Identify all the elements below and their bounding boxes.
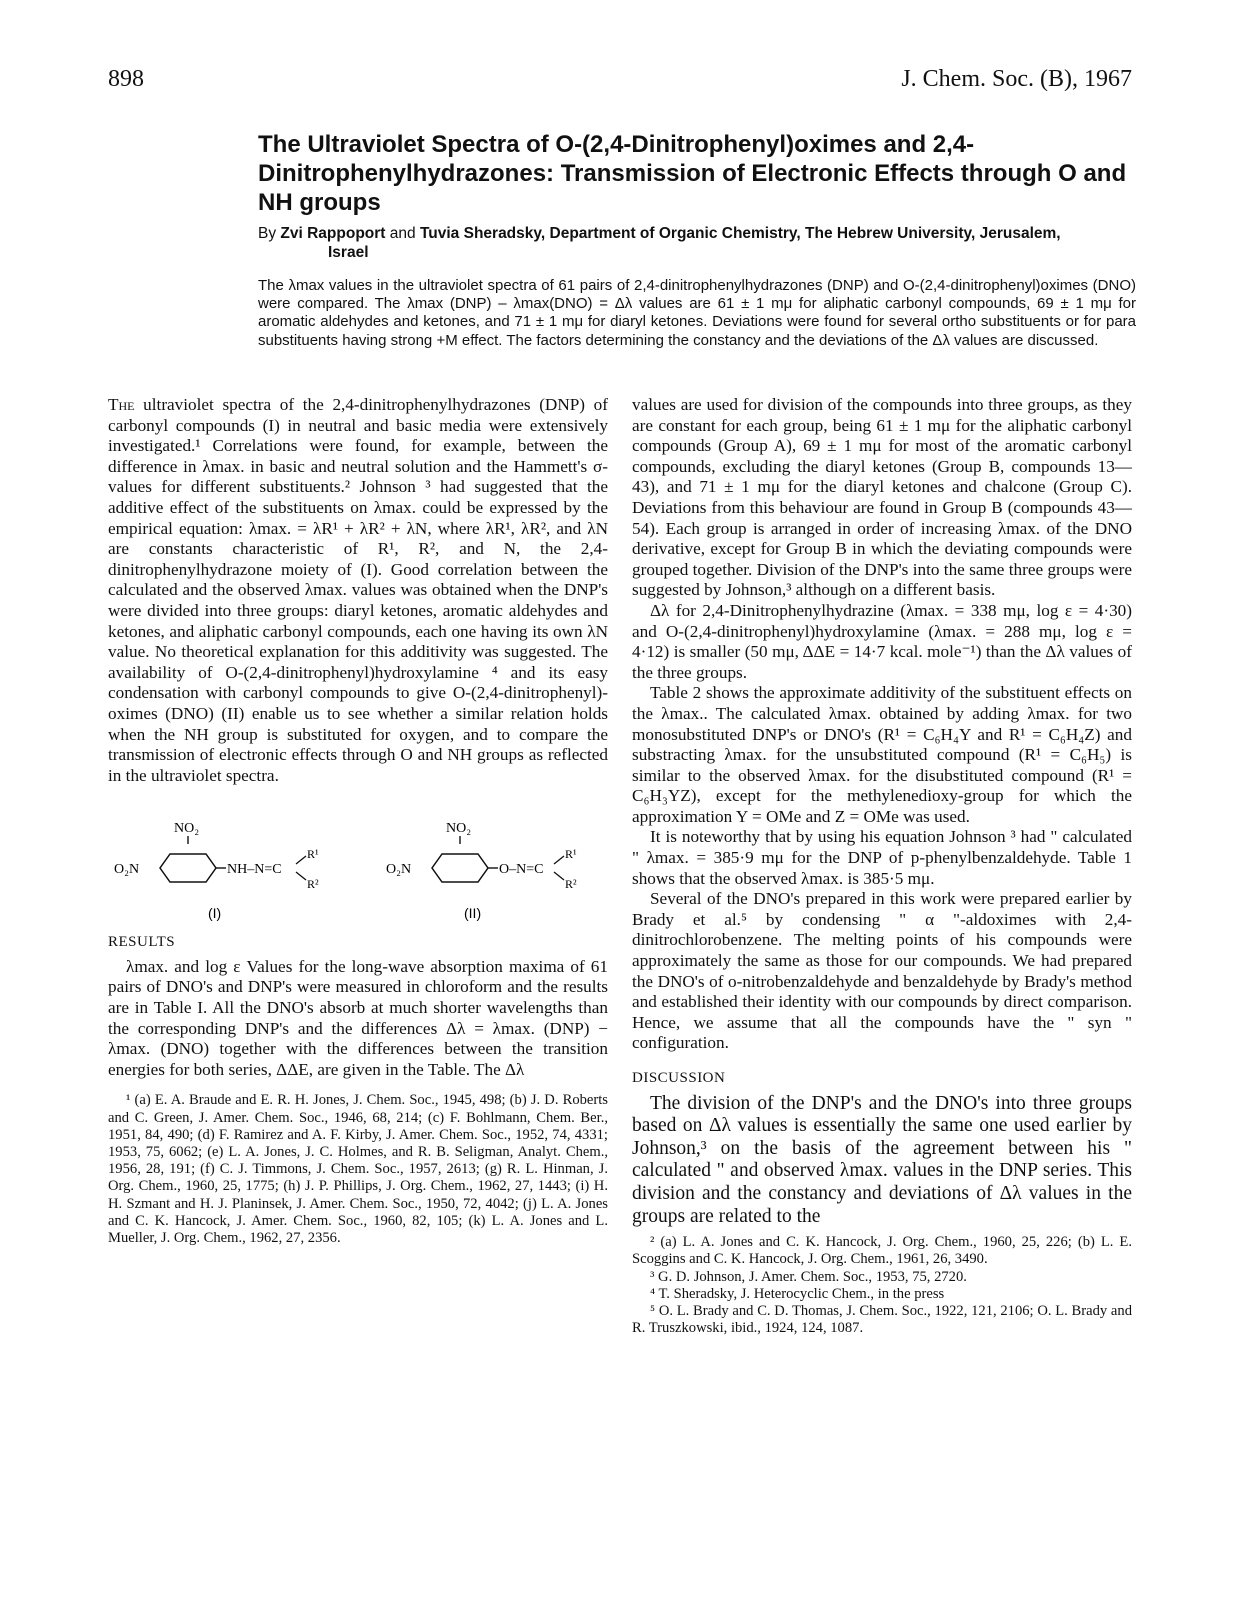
article-title: The Ultraviolet Spectra of O-(2,4-Dinitrophenyl)oximes and 2,4-Dinitrophenylhydrazones: Transmission of Electronic Effects through O and NH groups: [258, 131, 1127, 216]
footnote-1: ¹ (a) E. A. Braude and E. R. H. Jones, J. Chem. Soc., 1945, 498; (b) J. D. Roberts and C. Green, J. Amer. Chem. Soc., 1946, 68, 214; (c) F. Bohlmann, Chem. Ber., 1951, 84, 490; (d) F. Ramirez and A. F. Kirby, J. Amer. Chem. Soc., 1952, 74, 4331; 1953, 75, 6062; (e) L. A. Jones, J. C. Holmes, and R. B. Seligman, Analyt. Chem., 1956, 28, 191; (f) C. J. Timmons, J. Chem. Soc., 1957, 2613; (g) R. L. Hinman, J. Org. Chem., 1960, 25, 1775; (h) J. P. Phillips, J. Org. Chem., 1962, 27, 1443; (i) H. H. Szmant and H. J. Planinsek, J. Amer. Chem. Soc., 1950, 72, 4042; (j) L. A. Jones and C. K. Hancock, J. Amer. Chem. Soc., 1960, 82, 105; (k) L. A. Jones and L. Mueller, J. Org. Chem., 1962, 27, 2356.: [108, 1092, 608, 1247]
structure-i-bond-r2: [296, 872, 306, 880]
structure-ii-no2: NO₂: [446, 821, 472, 837]
structure-i-bond-r1: [296, 856, 306, 864]
structure-i-no2: NO₂: [174, 821, 200, 837]
structure-i: [114, 821, 319, 921]
page-number: 898: [108, 66, 144, 92]
affiliation: Department of Organic Chemistry, The Hebrew University, Jerusalem,: [549, 225, 1061, 242]
footnote-4: ⁴ T. Sheradsky, J. Heterocyclic Chem., in the press: [650, 1285, 945, 1302]
structures-svg: [108, 806, 608, 924]
structure-i-r2: R²: [307, 877, 319, 892]
structure-ii-r1: R¹: [565, 847, 577, 862]
structure-ii-ring: [432, 854, 488, 882]
abstract: The λmax values in the ultraviolet spectra of 61 pairs of 2,4-dinitrophenylhydrazones (DNP) and O-(2,4-dinitrophenyl)oximes (DNO) were compared. The λmax (DNP) – λmax(DNO) = Δλ values are 61 ± 1 mμ for aliphatic carbonyl compounds, 69 ± 1 mμ for aromatic aldehydes and ketones, and 71 ± 1 mμ for diaryl ketones. Deviations were found for several ortho substituents or for para substituents having strong +M effect. The factors determining the constancy and the deviations of the Δλ values are discussed.: [258, 277, 1136, 349]
footnotes-left: [108, 1092, 608, 1247]
author-2: Tuvia Sheradsky,: [419, 225, 546, 242]
intro-text: ultraviolet spectra of the 2,4-dinitrophenylhydrazones (DNP) of carbonyl compounds (I) in neutral and basic media were extensively investigated.¹ Correlations were found, for example, between the difference in λmax. in basic and neutral solution and the Hammett's σ-values for different substituents.² Johnson ³ had suggested that the additive effect of the substituents on λmax. could be expressed by the empirical equation: λmax. = λR¹ + λR² + λN, where λR¹, λR², and λN are constants characteristic of R¹, R², and N, the 2,4-dinitrophenylhydrazone moiety of (I). Good correlation between the calculated and the observed λmax. values was obtained when the DNP's were divided into three groups: diaryl ketones, aromatic aldehydes and ketones, and aliphatic carbonyl compounds, each one having its own λN value. No theoretical explanation for this additivity was suggested. The availability of O-(2,4-dinitrophenyl)hydroxylamine ⁴ and its easy condensation with carbonyl compounds to give O-(2,4-dinitrophenyl)-oximes (DNO) (II) enable us to see whether a similar relation holds when the NH group is substituted for oxygen, and to compare the transmission of electronic effects through O and NH groups as reflected in the ultraviolet spectra.: [108, 395, 609, 785]
structure-i-r1: R¹: [307, 847, 319, 862]
structure-ii-o2n: O₂N: [386, 862, 412, 878]
journal-citation: J. Chem. Soc. (B), 1967: [901, 66, 1132, 92]
discussion-paragraph: The division of the DNP's and the DNO's into three groups based on Δλ values is essentially the same one used earlier by Johnson,³ on the basis of the agreement between his " calculated " and observed λmax. values in the DNP series. This division and the constancy and deviations of Δλ values in the groups are related to the: [632, 1092, 1132, 1227]
structure-ii-chain: O–N=C: [499, 862, 544, 878]
structure-i-o2n: O₂N: [114, 862, 140, 878]
structure-i-label: (I): [208, 905, 222, 922]
structure-ii-bond-r1: [554, 856, 564, 864]
structure-ii: [386, 821, 577, 921]
structure-ii-r2: R²: [565, 877, 577, 892]
byline-by: By: [258, 225, 277, 242]
right-paragraph-2: Δλ for 2,4-Dinitrophenylhydrazine (λmax. = 338 mμ, log ε = 4·30) and O-(2,4-dinitrophenyl)hydroxylamine (λmax. = 288 mμ, log ε = 4·12) is smaller (50 mμ, ΔΔE = 14·7 kcal. mole⁻¹) than the Δλ values of the three groups.: [632, 600, 1132, 682]
chemical-structures: [108, 806, 608, 924]
footnotes-right: [632, 1234, 1132, 1337]
structure-ii-label: (II): [464, 905, 482, 922]
results-paragraph: λmax. and log ε Values for the long-wave absorption maxima of 61 pairs of DNO's and DNP's were measured in chloroform and the results are in Table I. All the DNO's absorb at much shorter wavelengths than the corresponding DNP's and the differences Δλ = λmax. (DNP) − λmax. (DNO) together with the differences between the transition energies for both series, ΔΔE, are given in the Table. The Δλ: [108, 956, 608, 1079]
right-paragraph-4: It is noteworthy that by using his equation Johnson ³ had " calculated " λmax. = 385·9 mμ for the DNP of p-phenylbenzaldehyde. Table 1 shows that the observed λmax. is 385·5 mμ.: [632, 827, 1132, 888]
footnote-2: ² (a) L. A. Jones and C. K. Hancock, J. Org. Chem., 1960, 25, 226; (b) L. E. Scoggins and C. K. Hancock, J. Org. Chem., 1961, 26, 3490.: [632, 1234, 1132, 1268]
intro-paragraph: [108, 395, 608, 786]
discussion-heading: DISCUSSION: [632, 1070, 726, 1086]
footnote-5: ⁵ O. L. Brady and C. D. Thomas, J. Chem. Soc., 1922, 121, 2106; O. L. Brady and R. Truszkowski, ibid., 1924, 124, 1087.: [632, 1302, 1132, 1337]
structure-ii-bond-r2: [554, 872, 564, 880]
intro-first-word: The: [108, 395, 135, 414]
left-column: [108, 395, 608, 1247]
right-paragraph-5: Several of the DNO's prepared in this work were prepared earlier by Brady et al.⁵ by condensing " α "-aldoximes with 2,4-dinitrochlorobenzene. The melting points of his compounds were approximately the same as those for our compounds. We had prepared the DNO's of o-nitrobenzaldehyde and benzaldehyde by Brady's method and established their identity with our compounds by direct comparison. Hence, we assume that all the compounds have the " syn " configuration.: [632, 889, 1132, 1053]
affiliation-country: Israel: [328, 244, 369, 261]
right-paragraph-1: values are used for division of the compounds into three groups, as they are constant for each group, being 61 ± 1 mμ for the aliphatic carbonyl compounds (Group A), 69 ± 1 mμ for most of the aromatic carbonyl compounds, excluding the diaryl ketones (Group B, compounds 13—43), and 71 ± 1 mμ for the diaryl ketones and chalcone (Group C). Deviations from this behaviour are found in Group B (compounds 43—54). Each group is arranged in order of increasing λmax. of the DNO derivative, except for Group B in which the deviating compounds were grouped together. Division of the DNP's into the same three groups were suggested by Johnson,³ although on a different basis.: [632, 395, 1132, 600]
footnote-3: ³ G. D. Johnson, J. Amer. Chem. Soc., 1953, 75, 2720.: [650, 1268, 967, 1285]
structure-i-ring: [160, 854, 216, 882]
author-1: Zvi Rappoport: [280, 225, 386, 242]
right-column: [632, 395, 1132, 1337]
results-heading: RESULTS: [108, 934, 176, 951]
right-paragraph-3: Table 2 shows the approximate additivity of the substituent effects on the λmax.. The calculated λmax. obtained by adding λmax. for two monosubstituted DNP's or DNO's (R¹ = C₆H₄Y and R¹ = C₆H₄Z) and substracting λmax. for the unsubstituted compound (R¹ = C₆H₅) is similar to the observed λmax. for the disubstituted compound (R¹ = C₆H₃YZ), except for the methylenedioxy-group for which the approximation Y = OMe and Z = OMe was used.: [632, 683, 1132, 826]
byline-and: and: [389, 225, 416, 242]
structure-i-chain: NH–N=C: [227, 862, 282, 878]
byline: [258, 224, 1136, 262]
